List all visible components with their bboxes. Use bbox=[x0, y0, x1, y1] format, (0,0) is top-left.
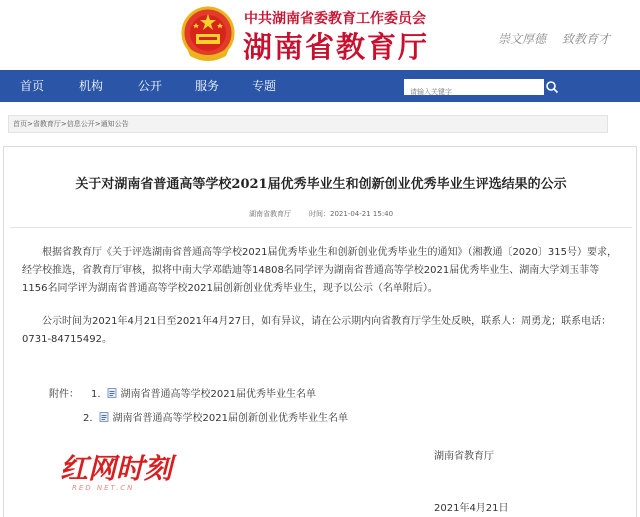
article-paragraph-2: 公示时间为2021年4月21日至2021年4月27日，如有异议，请在公示期内向省教育厅学生处反映，联系人：周勇龙；联系电话：0731-84715492。 bbox=[22, 316, 612, 345]
breadcrumb-separator: > bbox=[60, 120, 67, 128]
attachment-link-2[interactable] bbox=[83, 409, 348, 424]
watermark-text: 红网时刻 bbox=[60, 452, 173, 485]
attachment-name: 湖南省普通高等学校2021届优秀毕业生名单 bbox=[120, 389, 316, 400]
site-header bbox=[0, 0, 640, 70]
nav-item-organization[interactable]: 机构 bbox=[79, 79, 104, 93]
article-title: 关于对湖南省普通高等学校2021届优秀毕业生和创新创业优秀毕业生评选结果的公示 bbox=[75, 177, 567, 192]
breadcrumb-education-dept[interactable]: 省教育厅 bbox=[32, 120, 61, 128]
article-time: 时间：2021-04-21 15:40 bbox=[309, 210, 394, 218]
article-date: 2021年4月21日 bbox=[434, 503, 509, 514]
main-nav bbox=[0, 70, 640, 102]
rednet-watermark-logo bbox=[58, 448, 178, 494]
nav-item-services[interactable]: 服务 bbox=[195, 79, 220, 93]
document-icon bbox=[107, 388, 117, 398]
attachments-label: 附件： bbox=[49, 389, 79, 400]
breadcrumb bbox=[8, 115, 608, 133]
document-icon bbox=[99, 412, 109, 422]
search-input[interactable] bbox=[404, 84, 544, 100]
attachment-number: 1. bbox=[91, 389, 101, 400]
site-title: 湖南省教育厅 bbox=[243, 30, 430, 64]
search-icon[interactable] bbox=[545, 80, 559, 94]
search-box bbox=[404, 79, 544, 95]
breadcrumb-notices[interactable]: 通知公告 bbox=[100, 120, 129, 128]
motto-left: 崇文厚德 bbox=[498, 32, 547, 46]
site-motto bbox=[498, 30, 626, 47]
attachment-name: 湖南省普通高等学校2021届创新创业优秀毕业生名单 bbox=[112, 413, 348, 424]
breadcrumb-separator: > bbox=[94, 120, 101, 128]
breadcrumb-home[interactable]: 首页 bbox=[13, 120, 27, 128]
article-source: 湖南省教育厅 bbox=[249, 210, 291, 218]
org-subtitle: 中共湖南省委教育工作委员会 bbox=[244, 11, 426, 27]
article-paragraph-1: 根据省教育厅《关于评选湖南省普通高等学校2021届优秀毕业生和创新创业优秀毕业生的通知》（湘教通〔2020〕315号）要求，经学校推选，省教育厅审核，拟将中南大学邓皓迪等14808名同学评为湖南省普通高等学校2021届优秀毕业生、湖南大学刘玉菲等1156名同学评为湖南省普通高等学校2021届创新创业优秀毕业生，现予以公示（名单附后）。 bbox=[22, 247, 617, 294]
article-meta bbox=[249, 209, 393, 219]
breadcrumb-separator: > bbox=[27, 120, 33, 128]
nav-item-public[interactable]: 公开 bbox=[138, 79, 163, 93]
article-signature: 湖南省教育厅 bbox=[434, 451, 494, 462]
attachment-number: 2. bbox=[83, 413, 93, 424]
national-emblem-icon bbox=[180, 6, 236, 64]
motto-right: 致教育才 bbox=[562, 32, 611, 46]
watermark-subtext: RED NET.CN bbox=[72, 484, 135, 492]
nav-item-topics[interactable]: 专题 bbox=[252, 79, 277, 93]
breadcrumb-info-public[interactable]: 信息公开 bbox=[66, 120, 95, 128]
attachment-link-1[interactable] bbox=[91, 385, 316, 400]
title-divider bbox=[10, 227, 632, 228]
nav-item-home[interactable]: 首页 bbox=[20, 79, 45, 93]
